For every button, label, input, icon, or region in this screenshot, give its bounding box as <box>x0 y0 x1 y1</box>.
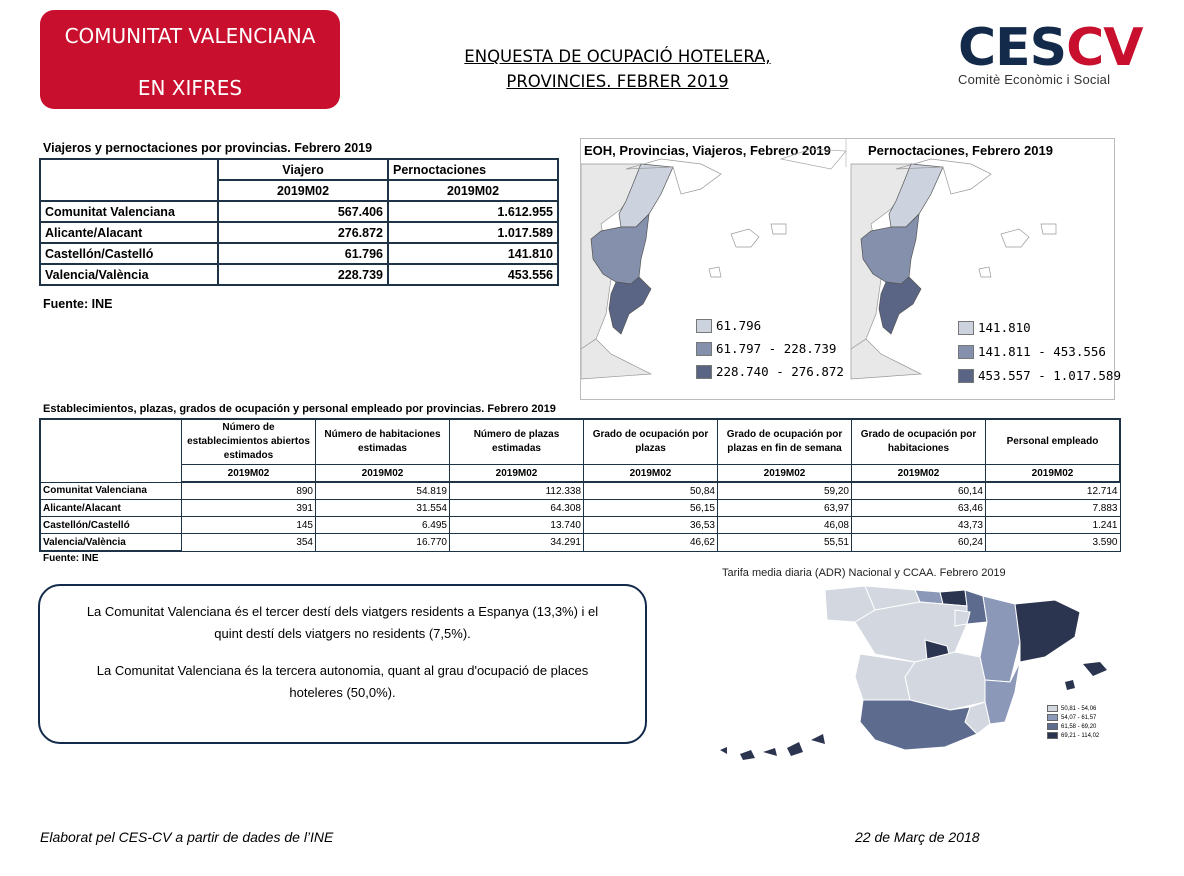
period-header: 2019M02 <box>182 465 316 483</box>
note-line: quint destí dels viatgers no residents (7,5%). <box>214 626 471 641</box>
legend-swatch <box>1047 714 1058 721</box>
alicante-region <box>609 277 651 334</box>
table-cell: 55,51 <box>718 534 852 552</box>
table-cell: 46,62 <box>584 534 718 552</box>
legend-swatch <box>1047 723 1058 730</box>
adr-legend-item <box>1047 732 1099 739</box>
period-header: 2019M02 <box>218 180 388 201</box>
pernoctaciones-value: 141.810 <box>388 243 558 264</box>
table-cell: 112.338 <box>450 482 584 500</box>
legend-label: 61.797 - 228.739 <box>716 341 837 356</box>
map-right-title: Pernoctaciones, Febrero 2019 <box>868 143 1053 158</box>
province-maps <box>580 138 1121 400</box>
title-line1: ENQUESTA DE OCUPACIÓ HOTELERA, <box>464 47 771 66</box>
table2-source: Fuente: INE <box>43 553 99 564</box>
table2-title: Establecimientos, plazas, grados de ocupación y personal empleado por provincias. Febrero 2019 <box>43 403 556 415</box>
viajeros-value: 567.406 <box>218 201 388 222</box>
legend-item <box>958 320 1031 335</box>
period-header: 2019M02 <box>986 465 1121 483</box>
table-row <box>40 264 558 285</box>
table-cell: 46,08 <box>718 517 852 534</box>
table-row <box>40 534 1120 552</box>
table-cell: 36,53 <box>584 517 718 534</box>
legend-item <box>696 341 836 356</box>
legend-label: 141.810 <box>978 320 1031 335</box>
province-maps-svg <box>581 139 1114 399</box>
row-label: Castellón/Castelló <box>40 243 218 264</box>
legend-label: 61.796 <box>716 318 762 333</box>
travelers-table <box>39 158 559 286</box>
col-ocupacion-finde: Grado de ocupación por plazas en fin de semana <box>718 419 852 465</box>
col-personal: Personal empleado <box>986 419 1121 465</box>
table-row <box>40 243 558 264</box>
viajeros-value: 228.739 <box>218 264 388 285</box>
table-cell: 3.590 <box>986 534 1121 552</box>
legend-swatch <box>696 365 712 379</box>
table-cell: 64.308 <box>450 500 584 517</box>
row-label: Valencia/València <box>40 264 218 285</box>
table-cell: 145 <box>182 517 316 534</box>
title-line2: PROVINCIES. FEBRER 2019 <box>506 72 729 91</box>
col-viajero: Viajero <box>218 159 388 180</box>
badge-line1: COMUNITAT VALENCIANA <box>64 24 316 48</box>
logo-subtitle: Comitè Econòmic i Social <box>958 72 1111 87</box>
logo-ces: CES <box>958 18 1067 78</box>
note-line: La Comunitat Valenciana és la tercera autonomia, quant al grau d'ocupació de places <box>96 663 589 678</box>
period-header: 2019M02 <box>852 465 986 483</box>
cescv-logo <box>958 18 1143 92</box>
note-line: hoteleres (50,0%). <box>289 685 396 700</box>
table1-title: Viajeros y pernoctaciones por provincias. Febrero 2019 <box>43 141 373 155</box>
table-cell: 60,14 <box>852 482 986 500</box>
row-label: Comunitat Valenciana <box>40 482 182 500</box>
legend-swatch <box>958 345 974 359</box>
col-establecimientos: Número de establecimientos abiertos estimados <box>182 419 316 465</box>
legend-swatch <box>696 342 712 356</box>
establishments-table <box>39 418 1121 552</box>
row-label: Alicante/Alacant <box>40 222 218 243</box>
table-row <box>40 482 1120 500</box>
legend-swatch <box>696 319 712 333</box>
legend-swatch <box>1047 732 1058 739</box>
table-row <box>40 222 558 243</box>
table-cell: 391 <box>182 500 316 517</box>
legend-swatch <box>958 369 974 383</box>
table-cell: 34.291 <box>450 534 584 552</box>
table1-source: Fuente: INE <box>43 297 113 311</box>
table-row <box>40 500 1120 517</box>
col-habitaciones: Número de habitaciones estimadas <box>316 419 450 465</box>
table-cell: 31.554 <box>316 500 450 517</box>
adr-map-title: Tarifa media diaria (ADR) Nacional y CCAA. Febrero 2019 <box>722 567 1006 579</box>
adr-spain-map <box>715 582 1115 772</box>
legend-label: 61,58 - 69,20 <box>1061 723 1097 730</box>
col-ocupacion-plazas: Grado de ocupación por plazas <box>584 419 718 465</box>
footer-credit: Elaborat pel CES-CV a partir de dades de l’INE <box>40 829 334 845</box>
note-line: La Comunitat Valenciana és el tercer destí dels viatgers residents a Espanya (13,3%) i el <box>86 604 599 619</box>
table-cell: 1.241 <box>986 517 1121 534</box>
legend-item <box>958 368 1121 383</box>
region-cataluna <box>1015 600 1080 662</box>
col-pernoctaciones: Pernoctaciones <box>388 159 558 180</box>
row-label: Valencia/València <box>40 534 182 552</box>
legend-label: 141.811 - 453.556 <box>978 344 1106 359</box>
summary-note <box>38 584 647 744</box>
pernoctaciones-value: 453.556 <box>388 264 558 285</box>
row-label: Alicante/Alacant <box>40 500 182 517</box>
pernoctaciones-value: 1.612.955 <box>388 201 558 222</box>
legend-item <box>696 318 761 333</box>
table-row <box>40 201 558 222</box>
region-baleares <box>1083 662 1107 676</box>
badge-line2: EN XIFRES <box>137 76 243 100</box>
col-plazas: Número de plazas estimadas <box>450 419 584 465</box>
adr-legend-item <box>1047 714 1096 721</box>
period-header: 2019M02 <box>388 180 558 201</box>
footer-date: 22 de Març de 2018 <box>855 829 980 845</box>
table-cell: 7.883 <box>986 500 1121 517</box>
table-cell: 54.819 <box>316 482 450 500</box>
region-aragon <box>980 596 1020 682</box>
legend-label: 69,21 - 114,02 <box>1061 732 1100 739</box>
legend-label: 50,81 - 54,06 <box>1061 705 1097 712</box>
table-cell: 890 <box>182 482 316 500</box>
table-cell: 60,24 <box>852 534 986 552</box>
table-cell: 13.740 <box>450 517 584 534</box>
table-cell: 16.770 <box>316 534 450 552</box>
table-cell: 6.495 <box>316 517 450 534</box>
legend-item <box>696 364 844 379</box>
legend-label: 453.557 - 1.017.589 <box>978 368 1121 383</box>
table-row <box>40 517 1120 534</box>
table-cell: 56,15 <box>584 500 718 517</box>
table1-corner <box>40 159 218 201</box>
region-badge <box>40 10 340 109</box>
legend-item <box>958 344 1106 359</box>
table-cell: 63,97 <box>718 500 852 517</box>
period-header: 2019M02 <box>450 465 584 483</box>
alicante-region <box>879 277 921 334</box>
adr-legend-item <box>1047 705 1096 712</box>
legend-swatch <box>1047 705 1058 712</box>
period-header: 2019M02 <box>584 465 718 483</box>
table-cell: 59,20 <box>718 482 852 500</box>
table2-corner <box>40 419 182 482</box>
table-cell: 63,46 <box>852 500 986 517</box>
period-header: 2019M02 <box>718 465 852 483</box>
map-left-title: EOH, Provincias, Viajeros, Febrero 2019 <box>584 143 831 158</box>
row-label: Comunitat Valenciana <box>40 201 218 222</box>
table-cell: 12.714 <box>986 482 1121 500</box>
pernoctaciones-value: 1.017.589 <box>388 222 558 243</box>
adr-legend-item <box>1047 723 1096 730</box>
legend-label: 54,07 - 61,57 <box>1061 714 1097 721</box>
table-cell: 43,73 <box>852 517 986 534</box>
table-cell: 50,84 <box>584 482 718 500</box>
row-label: Castellón/Castelló <box>40 517 182 534</box>
legend-swatch <box>958 321 974 335</box>
document-title <box>420 44 815 94</box>
logo-cv: CV <box>1066 18 1143 78</box>
legend-label: 228.740 - 276.872 <box>716 364 844 379</box>
viajeros-value: 61.796 <box>218 243 388 264</box>
period-header: 2019M02 <box>316 465 450 483</box>
region-canarias <box>720 734 825 760</box>
viajeros-value: 276.872 <box>218 222 388 243</box>
table-cell: 354 <box>182 534 316 552</box>
col-ocupacion-habitaciones: Grado de ocupación por habitaciones <box>852 419 986 465</box>
